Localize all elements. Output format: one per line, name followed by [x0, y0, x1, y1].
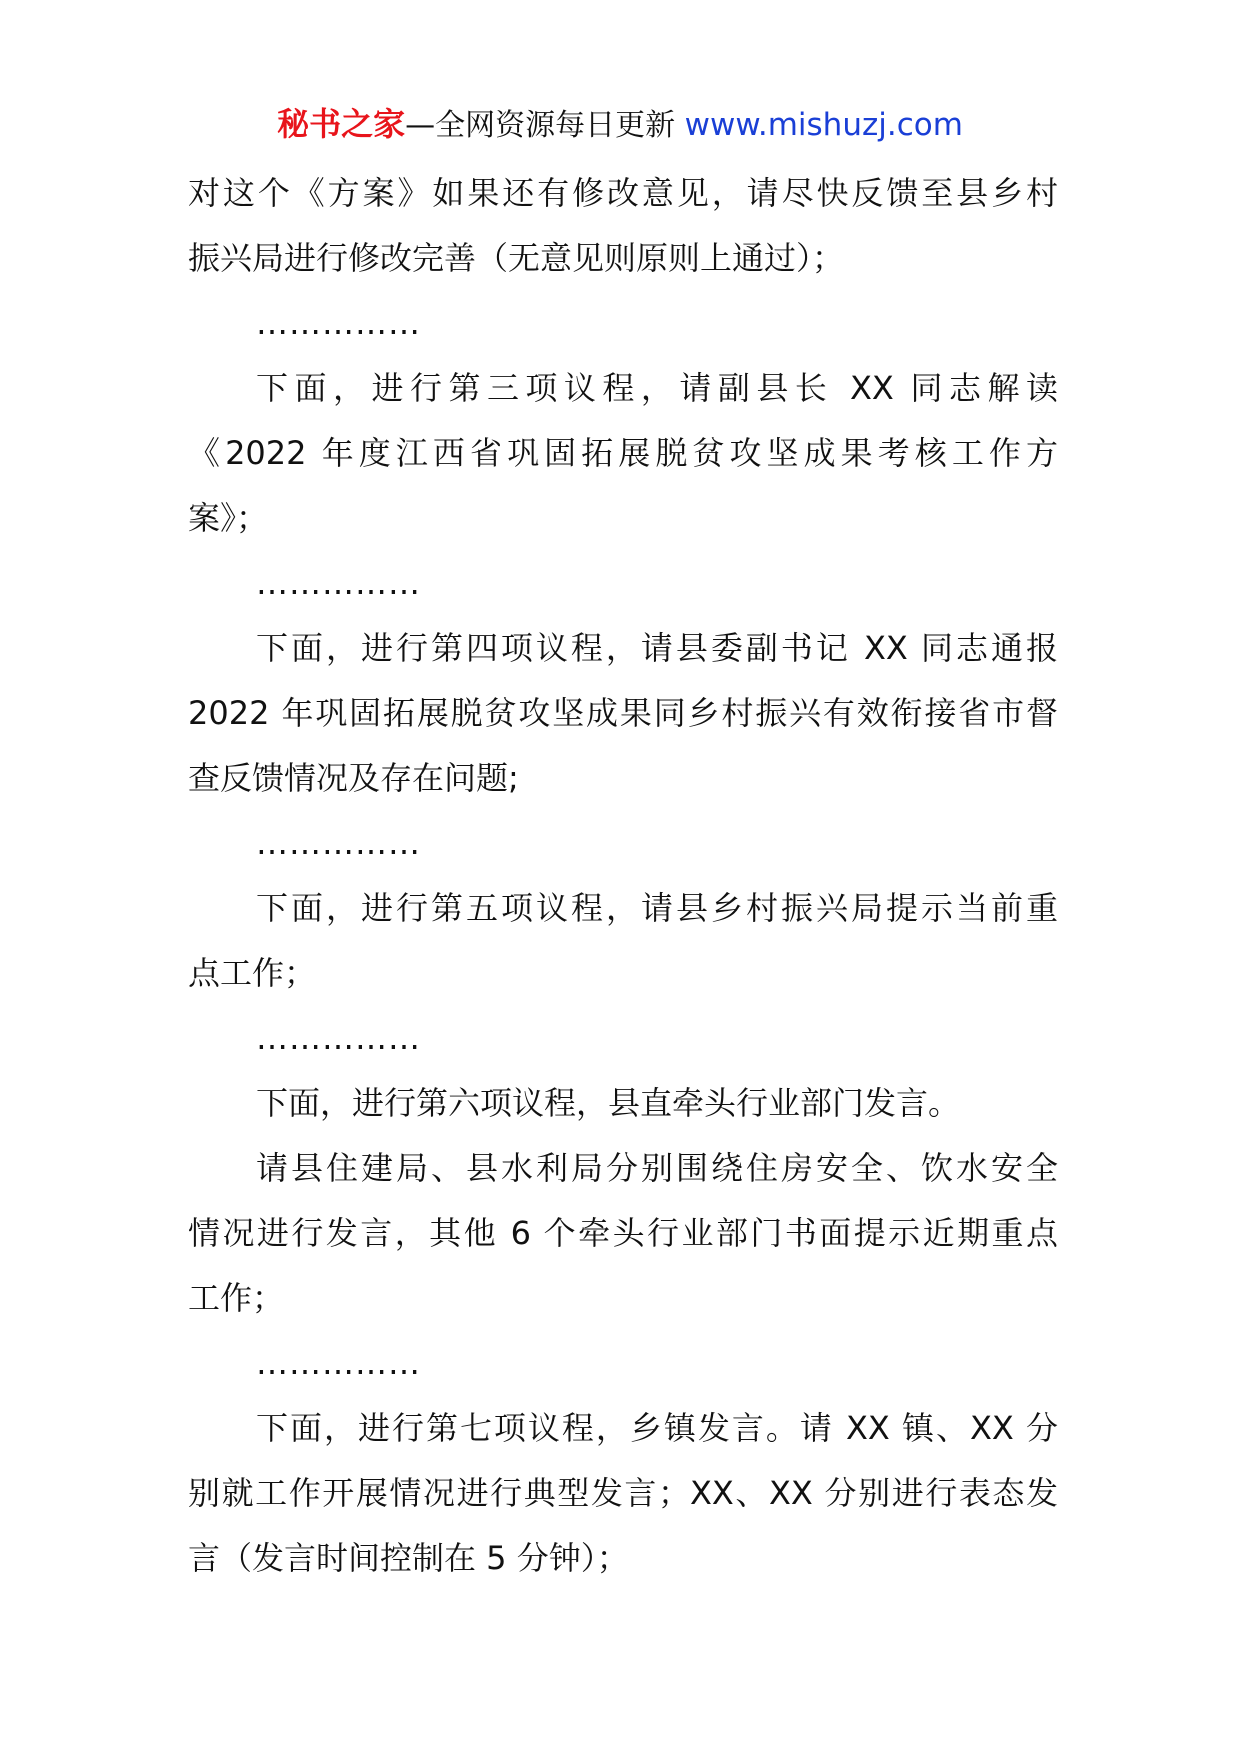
paragraph-line: ……………: [256, 1344, 421, 1382]
paragraph-line: 对这个《方案》如果还有修改意见，请尽快反馈至县乡村: [188, 174, 1058, 212]
paragraph-line: 下面，进行第四项议程，请县委副书记 XX 同志通报: [256, 629, 1058, 667]
page-header: [0, 104, 1240, 146]
paragraph-line: 请县住建局、县水利局分别围绕住房安全、饮水安全: [256, 1149, 1058, 1187]
paragraph-line: ……………: [256, 304, 421, 342]
paragraph-line: 情况进行发言，其他 6 个牵头行业部门书面提示近期重点: [188, 1214, 1058, 1252]
header-slogan: —全网资源每日更新: [405, 108, 676, 143]
paragraph-line: 2022 年巩固拓展脱贫攻坚成果同乡村振兴有效衔接省市督: [188, 694, 1058, 732]
document-body: [188, 161, 1058, 1591]
paragraph-line: 下面，进行第七项议程，乡镇发言。请 XX 镇、XX 分: [256, 1409, 1058, 1447]
paragraph-line: 《2022 年度江西省巩固拓展脱贫攻坚成果考核工作方: [188, 434, 1058, 472]
paragraph-line: 点工作；: [188, 954, 317, 992]
paragraph-line: 别就工作开展情况进行典型发言；XX、XX 分别进行表态发: [188, 1474, 1058, 1512]
paragraph-line: ……………: [256, 564, 421, 602]
paragraph-line: 下面，进行第三项议程，请副县长 XX 同志解读: [256, 369, 1058, 407]
paragraph-line: 查反馈情况及存在问题;: [188, 759, 519, 797]
paragraph-line: 工作；: [188, 1279, 285, 1317]
paragraph-line: ……………: [256, 824, 421, 862]
paragraph-line: ……………: [256, 1019, 421, 1057]
paragraph-line: 下面，进行第六项议程，县直牵头行业部门发言。: [256, 1084, 961, 1122]
brand-name: 秘书之家: [277, 105, 406, 143]
paragraph-line: 言（发言时间控制在 5 分钟）；: [188, 1539, 629, 1577]
paragraph-line: 下面，进行第五项议程，请县乡村振兴局提示当前重: [256, 889, 1058, 927]
paragraph-line: 振兴局进行修改完善（无意见则原则上通过）；: [188, 239, 845, 277]
paragraph-line: 案》；: [188, 499, 269, 537]
website-link[interactable]: www.mishuzj.com: [684, 107, 963, 143]
